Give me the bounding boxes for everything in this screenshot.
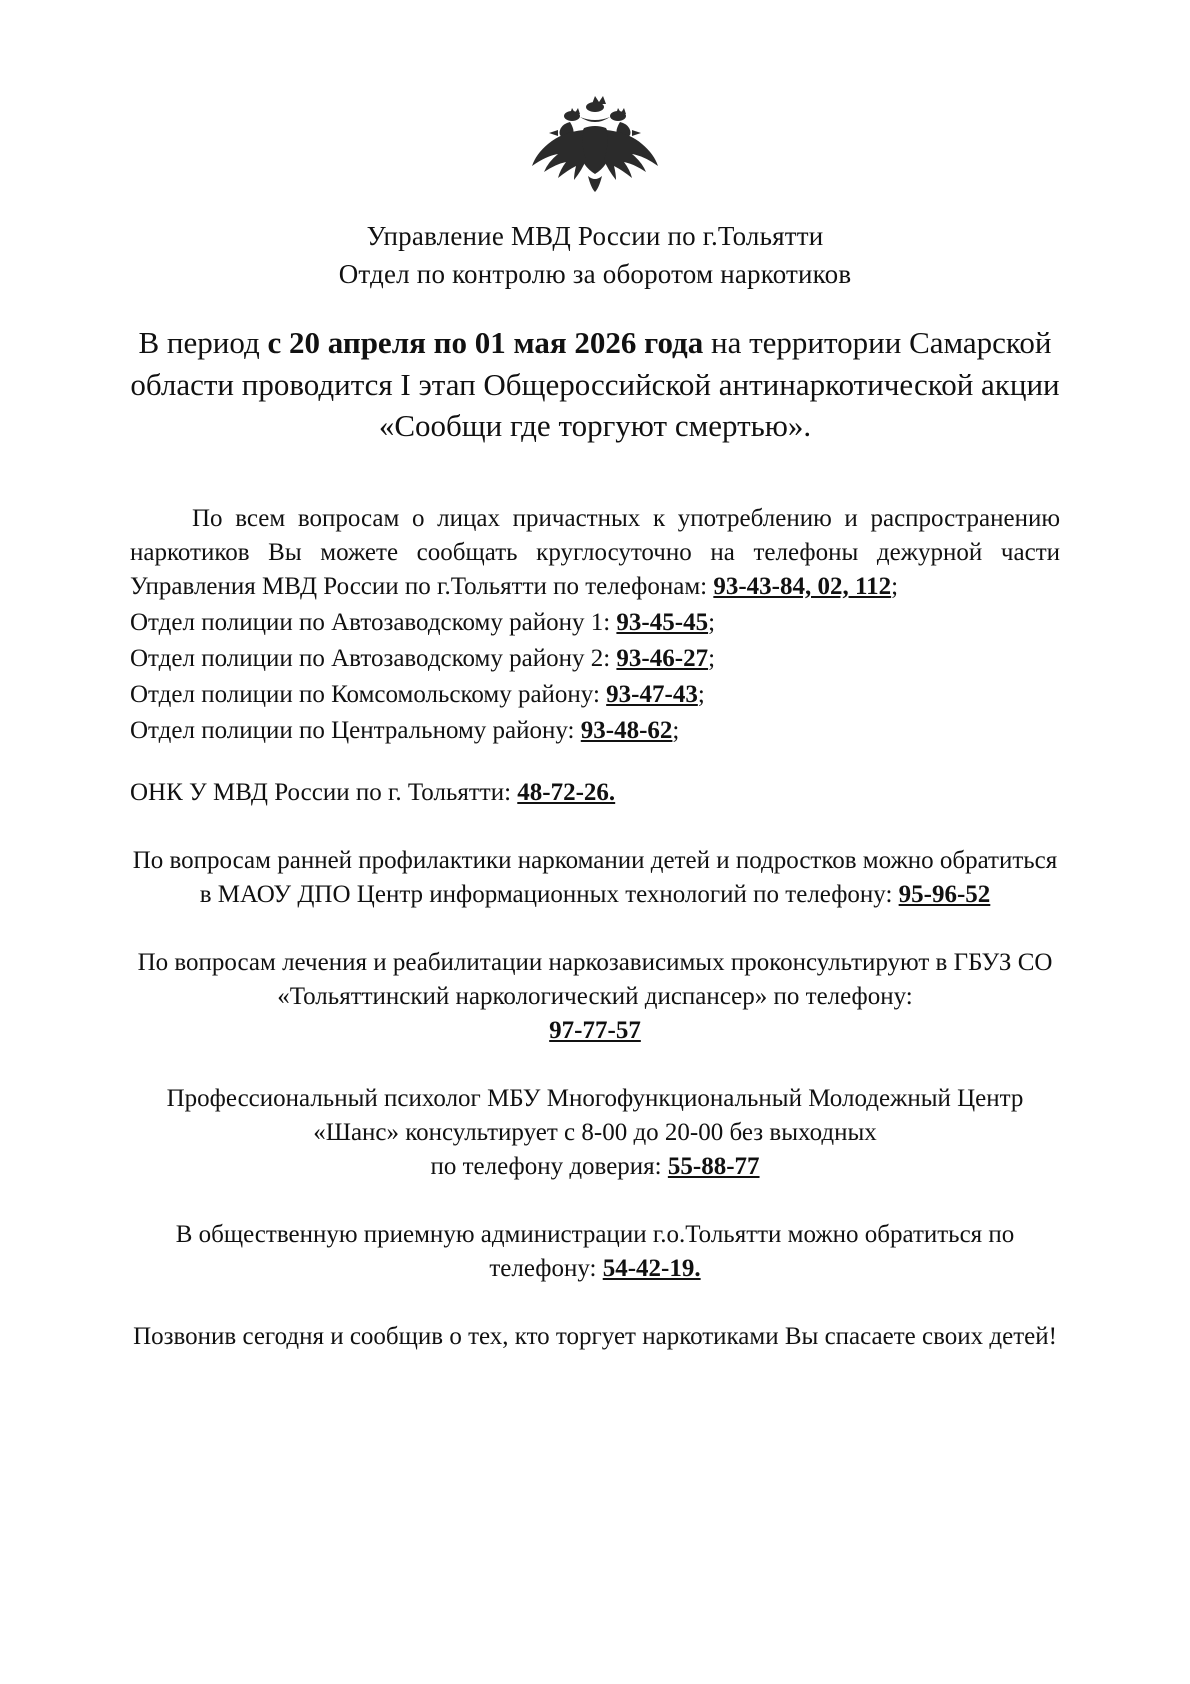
closing-block: Позвонив сегодня и сообщив о тех, кто торгует наркотиками Вы спасаете своих детей! xyxy=(133,1323,1057,1350)
rehab-block xyxy=(130,946,1060,1048)
department-label: Отдел полиции по Автозаводскому району 1: xyxy=(130,609,617,636)
psychologist-block xyxy=(130,1082,1060,1184)
department-tail: ; xyxy=(708,609,716,636)
department-label: Отдел полиции по Центральному району: xyxy=(130,717,581,744)
department-row xyxy=(130,714,1060,748)
psychologist-hotline-label: по телефону доверия: xyxy=(430,1153,668,1180)
department-phone: 93-47-43 xyxy=(606,681,698,708)
rehab-phone: 97-77-57 xyxy=(549,1017,641,1044)
department-label: Отдел полиции по Автозаводскому району 2: xyxy=(130,645,617,672)
main-paragraph xyxy=(130,502,1060,604)
department-tail: ; xyxy=(708,645,716,672)
onk-label: ОНК У МВД России по г. Тольятти: xyxy=(130,779,518,806)
department-phone: 93-48-62 xyxy=(580,717,673,744)
headline-part-2: на территории Самарской области проводится I этап Общероссийской антинаркотической акции «Сообщи где торгуют смертью». xyxy=(130,325,1060,443)
main-paragraph-text: По всем вопросам о лицах причастных к употреблению и распространению наркотиков Вы можете сообщать круглосуточно на телефоны дежурной части Управления МВД России по г.Тольятти по телефонам: xyxy=(130,505,1060,600)
department-row xyxy=(130,678,1060,712)
department-row xyxy=(130,606,1060,640)
main-paragraph-tail: ; xyxy=(891,573,899,600)
headline-part-1: В период xyxy=(138,325,268,361)
reception-text: В общественную приемную администрации г.о.Тольятти можно обратиться по телефону: xyxy=(175,1221,1015,1282)
department-phone: 93-45-45 xyxy=(616,609,709,636)
prevention-block xyxy=(130,844,1060,912)
organization-line-2: Отдел по контролю за оборотом наркотиков xyxy=(338,259,852,290)
psychologist-hotline-row xyxy=(130,1150,1060,1184)
emblem-container xyxy=(130,90,1060,200)
duty-phones: 93-43-84, 02, 112 xyxy=(713,573,892,600)
prevention-text: По вопросам ранней профилактики наркомании детей и подростков можно обратиться в МАОУ ДПО Центр информационных технологий по телефону: xyxy=(132,847,1058,908)
department-tail: ; xyxy=(697,681,705,708)
psychologist-phone: 55-88-77 xyxy=(667,1153,760,1180)
department-tail: ; xyxy=(672,717,680,744)
psychologist-text: Профессиональный психолог МБУ Многофункциональный Молодежный Центр «Шанс» консультирует с 8-00 до 20-00 без выходных xyxy=(166,1085,1024,1146)
prevention-phone: 95-96-52 xyxy=(898,881,991,908)
department-phone: 93-46-27 xyxy=(616,645,709,672)
onk-row xyxy=(130,776,1060,810)
reception-block xyxy=(130,1218,1060,1286)
rehab-text: По вопросам лечения и реабилитации наркозависимых проконсультируют в ГБУЗ СО «Тольяттинский наркологический диспансер» по телефону: xyxy=(137,949,1053,1010)
campaign-headline xyxy=(130,322,1060,446)
russian-mvd-double-headed-eagle-emblem xyxy=(500,90,690,200)
department-row xyxy=(130,642,1060,676)
department-label: Отдел полиции по Комсомольскому району: xyxy=(130,681,607,708)
spacer xyxy=(130,446,1060,502)
contacts-section xyxy=(130,502,1060,810)
headline-dates: с 20 апреля по 01 мая 2026 года xyxy=(267,325,704,361)
onk-phone: 48-72-26. xyxy=(517,779,616,806)
organization-line-1: Управление МВД России по г.Тольятти xyxy=(366,221,824,251)
reception-phone: 54-42-19. xyxy=(602,1255,701,1282)
